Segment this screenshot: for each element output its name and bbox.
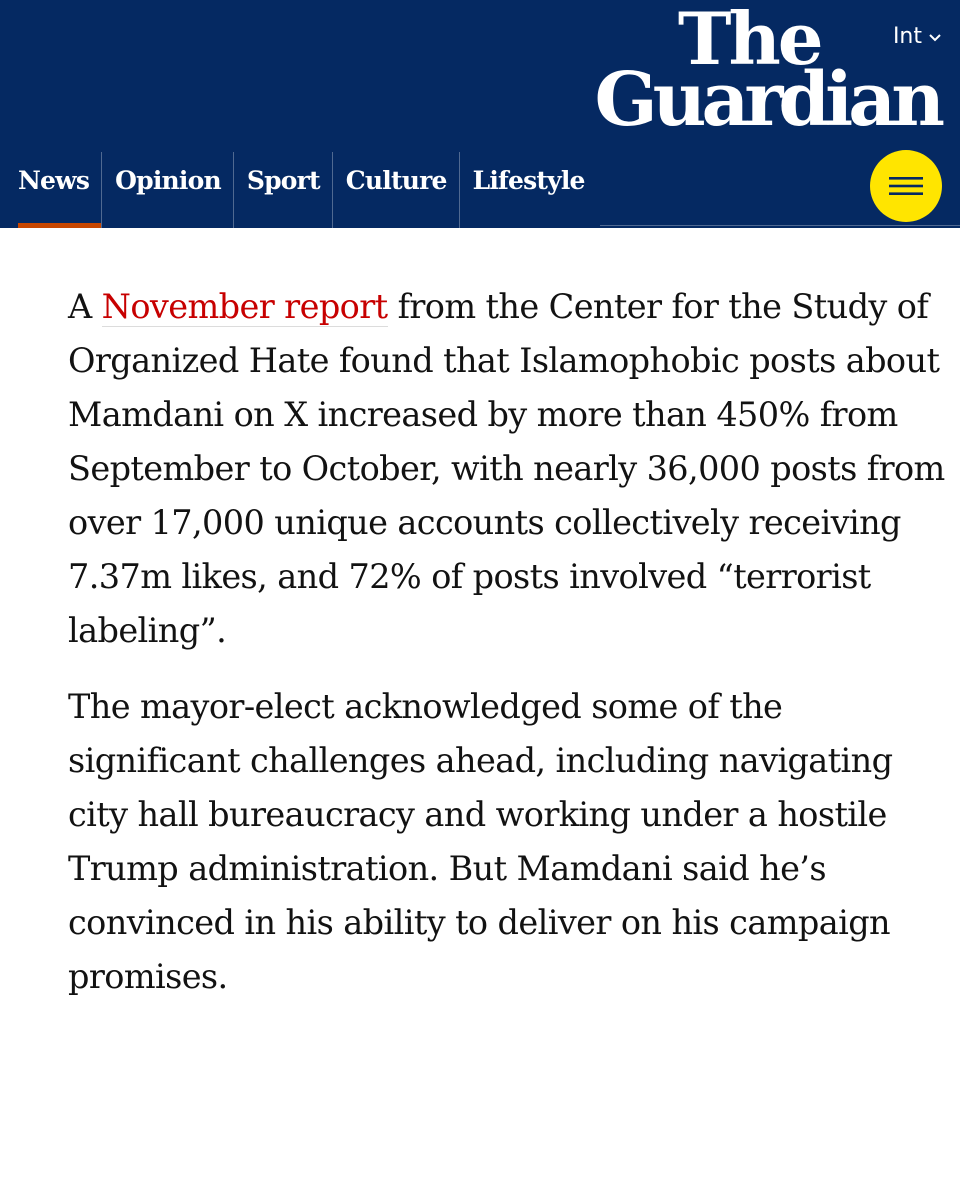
edition-label: Int — [892, 24, 922, 49]
november-report-link[interactable]: November report — [101, 287, 388, 326]
article-paragraph-1 — [68, 280, 948, 658]
logo-line-2: Guardian — [594, 57, 940, 144]
nav-item-culture[interactable]: Culture — [332, 152, 459, 228]
guardian-logo[interactable] — [594, 0, 940, 144]
nav-item-lifestyle[interactable]: Lifestyle — [459, 152, 597, 228]
paragraph-1-text: from the Center for the Study of Organized Hate found that Islamophobic posts about Mamdani on X increased by more than 450% from September to October, with nearly 36,000 posts from over 17,000 unique accounts collectively receiving 7.37m likes, and 72% of posts involved “terrorist labeling”. — [68, 287, 945, 650]
logo-line-1: The — [677, 0, 821, 81]
nav-item-opinion[interactable]: Opinion — [101, 152, 233, 228]
nav-item-sport[interactable]: Sport — [233, 152, 332, 228]
nav-divider — [600, 225, 960, 226]
article-paragraph-2: The mayor-elect acknowledged some of the significant challenges ahead, including navigating city hall bureaucracy and working under a hostile Trump administration. But Mamdani said he’s convinced in his ability to deliver on his campaign promises. — [68, 687, 893, 996]
menu-button[interactable] — [870, 150, 942, 222]
masthead — [0, 0, 960, 228]
article-body — [68, 280, 948, 1026]
nav-item-news[interactable]: News — [0, 152, 101, 228]
primary-nav — [0, 152, 597, 228]
paragraph-1-lead: A — [68, 287, 102, 326]
hamburger-icon — [889, 177, 923, 195]
